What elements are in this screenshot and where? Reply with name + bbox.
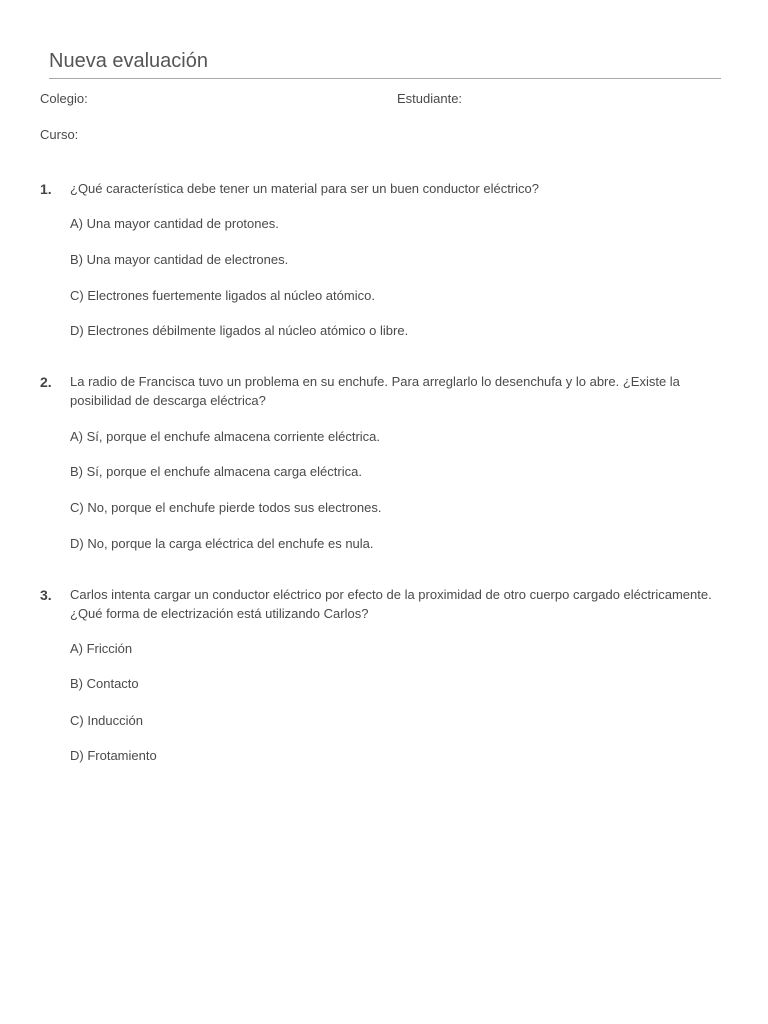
question-option: B) Una mayor cantidad de electrones. — [70, 252, 289, 267]
question-option: A) Una mayor cantidad de protones. — [70, 216, 279, 231]
question-number: 2. — [40, 374, 52, 390]
question-option: D) Electrones débilmente ligados al núcleo atómico o libre. — [70, 323, 409, 338]
page-header — [49, 48, 721, 79]
question-option: B) Sí, porque el enchufe almacena carga eléctrica. — [70, 464, 362, 479]
question-option: C) Inducción — [70, 713, 143, 728]
question-text: ¿Qué característica debe tener un material para ser un buen conductor eléctrico? — [70, 181, 539, 196]
question-number: 3. — [40, 587, 52, 603]
question-option: A) Sí, porque el enchufe almacena corriente eléctrica. — [70, 429, 381, 444]
estudiante-label: Estudiante: — [397, 91, 463, 106]
question-option: C) Electrones fuertemente ligados al núcleo atómico. — [70, 288, 375, 303]
question-option: B) Contacto — [70, 676, 139, 691]
question-option: C) No, porque el enchufe pierde todos sus electrones. — [70, 500, 382, 515]
question-text: Carlos intenta cargar un conductor eléctrico por efecto de la proximidad de otro cuerpo cargado eléctricamente. ¿Qué forma de electrización está utilizando Carlos? — [70, 587, 712, 621]
page-title: Nueva evaluación — [49, 50, 208, 72]
question-number: 1. — [40, 181, 52, 197]
question-option: D) No, porque la carga eléctrica del enchufe es nula. — [70, 536, 374, 551]
colegio-label: Colegio: — [40, 91, 88, 106]
question-text: La radio de Francisca tuvo un problema en su enchufe. Para arreglarlo lo desenchufa y lo abre. ¿Existe la posibilidad de descarga eléctrica? — [70, 374, 680, 408]
curso-label: Curso: — [40, 127, 79, 142]
question-option: D) Frotamiento — [70, 748, 157, 763]
question-option: A) Fricción — [70, 641, 133, 656]
